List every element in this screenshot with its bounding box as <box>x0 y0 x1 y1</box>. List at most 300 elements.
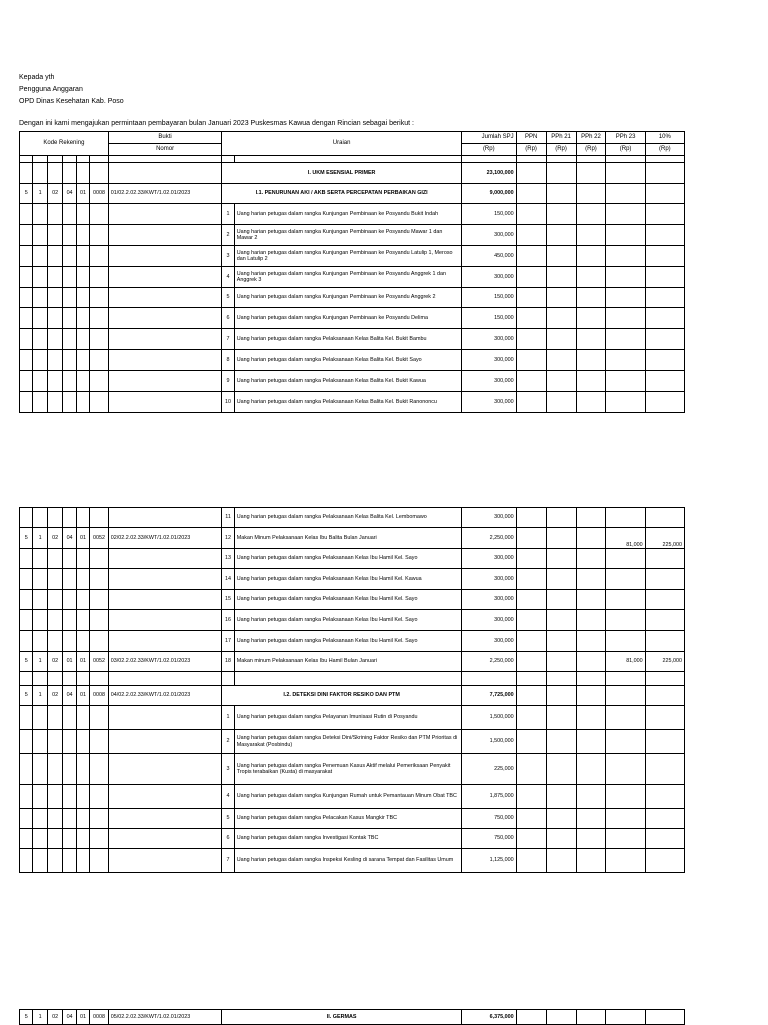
empty-cell <box>76 706 89 730</box>
ppn-cell <box>516 204 546 225</box>
empty-cell <box>76 549 89 569</box>
code-akun: 5 <box>20 686 33 706</box>
empty-cell <box>108 288 222 308</box>
item-description: Uang harian petugas dalam rangka Kunjungan Pembinaan ke Posyandu Bukit Indah <box>234 204 461 225</box>
empty-cell <box>90 371 109 392</box>
empty-cell <box>33 508 47 528</box>
pph22-cell <box>576 288 606 308</box>
empty-cell <box>90 225 109 246</box>
empty-cell <box>63 246 76 267</box>
jumlah-spj-value: 300,000 <box>461 590 516 610</box>
spj-table-page3 <box>19 1009 685 1025</box>
ppn-cell <box>516 156 546 163</box>
code-akun: 5 <box>20 1010 33 1025</box>
empty-cell <box>33 225 47 246</box>
percent-cell <box>645 706 684 730</box>
jumlah-spj-value: 7,725,000 <box>461 686 516 706</box>
empty-cell <box>108 163 222 184</box>
header-pph23: PPh 23 <box>606 132 645 144</box>
empty-cell <box>90 246 109 267</box>
pph22-cell <box>576 163 606 184</box>
pph21-cell <box>546 686 576 706</box>
pph23-cell <box>606 631 645 652</box>
pph23-cell <box>606 392 645 413</box>
code-sub-rincian: 0008 <box>90 184 109 204</box>
pph22-cell <box>576 686 606 706</box>
jumlah-spj-value: 300,000 <box>461 549 516 569</box>
empty-cell <box>47 371 62 392</box>
table-row <box>20 549 685 569</box>
empty-cell <box>108 371 222 392</box>
pph22-cell <box>576 849 606 873</box>
pph22-cell <box>576 754 606 785</box>
pph23-cell <box>606 225 645 246</box>
empty-cell <box>63 569 76 590</box>
pph21-cell <box>546 590 576 610</box>
pph22-cell <box>576 672 606 686</box>
empty-cell <box>63 392 76 413</box>
empty-cell <box>90 849 109 873</box>
pph22-cell <box>576 308 606 329</box>
code-objek: 04 <box>63 686 76 706</box>
addressee-line: Kepada yth <box>19 74 55 81</box>
code-sub-rincian: 0008 <box>90 1010 109 1025</box>
empty-cell <box>108 156 222 163</box>
empty-cell <box>47 350 62 371</box>
code-kelompok: 1 <box>33 528 47 549</box>
empty-cell <box>47 329 62 350</box>
pph23-cell <box>606 829 645 849</box>
empty-cell <box>90 590 109 610</box>
jumlah-spj-value: 2,250,000 <box>461 528 516 549</box>
empty-cell <box>76 225 89 246</box>
percent-cell <box>645 631 684 652</box>
item-description: I.2. DETEKSI DINI FAKTOR RESIKO DAN PTM <box>222 686 462 706</box>
item-number: 4 <box>222 785 234 809</box>
pph21-cell <box>546 809 576 829</box>
percent-value: 225,000 <box>645 528 684 549</box>
empty-cell <box>108 829 222 849</box>
header-rp: (Rp) <box>645 144 684 156</box>
item-description: Uang harian petugas dalam rangka Pelaksanaan Kelas Ibu Hamil Kel. Sayo <box>234 590 461 610</box>
table-row <box>20 508 685 528</box>
empty-cell <box>76 329 89 350</box>
pph23-cell <box>606 329 645 350</box>
empty-cell <box>108 631 222 652</box>
pph21-cell <box>546 829 576 849</box>
empty-cell <box>76 267 89 288</box>
jumlah-spj-value: 1,125,000 <box>461 849 516 873</box>
percent-cell <box>645 1010 684 1025</box>
item-number: 3 <box>222 246 234 267</box>
pph23-cell <box>606 308 645 329</box>
empty-cell <box>63 508 76 528</box>
empty-cell <box>47 246 62 267</box>
empty-cell <box>63 288 76 308</box>
percent-cell <box>645 329 684 350</box>
code-rincian: 01 <box>76 184 89 204</box>
table-row <box>20 686 685 706</box>
empty-cell <box>47 163 62 184</box>
code-objek: 04 <box>63 1010 76 1025</box>
jumlah-spj-value: 300,000 <box>461 350 516 371</box>
item-number: 1 <box>222 706 234 730</box>
code-akun: 5 <box>20 652 33 672</box>
ppn-cell <box>516 652 546 672</box>
empty-cell <box>47 288 62 308</box>
code-rincian: 01 <box>76 1010 89 1025</box>
table-row <box>20 590 685 610</box>
code-kelompok: 1 <box>33 184 47 204</box>
item-number: 17 <box>222 631 234 652</box>
empty-cell <box>63 350 76 371</box>
empty-cell <box>76 156 89 163</box>
pph21-cell <box>546 610 576 631</box>
empty-cell <box>90 156 109 163</box>
empty-cell <box>234 672 461 686</box>
empty-cell <box>90 163 109 184</box>
empty-cell <box>63 590 76 610</box>
pph21-cell <box>546 225 576 246</box>
empty-cell <box>20 246 33 267</box>
ppn-cell <box>516 754 546 785</box>
table-row <box>20 156 685 163</box>
code-kelompok: 1 <box>33 652 47 672</box>
pph23-cell <box>606 686 645 706</box>
item-description: Uang harian petugas dalam rangka Pelaksanaan Kelas Ibu Hamil Kel. Sayo <box>234 549 461 569</box>
pph21-cell <box>546 528 576 549</box>
empty-cell <box>20 754 33 785</box>
code-sub-rincian: 0052 <box>90 528 109 549</box>
spj-table-page2 <box>19 507 685 873</box>
jumlah-spj-value: 6,375,000 <box>461 1010 516 1025</box>
item-description: Uang harian petugas dalam rangka Pelaksanaan Kelas Balita Kel. Bukit Sayo <box>234 350 461 371</box>
table-row <box>20 809 685 829</box>
empty-cell <box>76 308 89 329</box>
pph22-cell <box>576 730 606 754</box>
pph22-cell <box>576 508 606 528</box>
jumlah-spj-value: 300,000 <box>461 329 516 350</box>
pph22-cell <box>576 225 606 246</box>
item-number: 1 <box>222 204 234 225</box>
ppn-cell <box>516 610 546 631</box>
jumlah-spj-value: 150,000 <box>461 204 516 225</box>
empty-cell <box>47 672 62 686</box>
percent-cell <box>645 686 684 706</box>
table-row <box>20 371 685 392</box>
empty-cell <box>47 730 62 754</box>
jumlah-spj-value: 23,100,000 <box>461 163 516 184</box>
empty-cell <box>90 610 109 631</box>
pph22-cell <box>576 528 606 549</box>
item-number: 6 <box>222 308 234 329</box>
empty-cell <box>33 204 47 225</box>
empty-cell <box>63 672 76 686</box>
empty-cell <box>108 508 222 528</box>
table-row <box>20 288 685 308</box>
empty-cell <box>108 204 222 225</box>
item-number: 11 <box>222 508 234 528</box>
ppn-cell <box>516 163 546 184</box>
percent-value: 225,000 <box>645 652 684 672</box>
empty-cell <box>76 829 89 849</box>
pph22-cell <box>576 184 606 204</box>
pph22-cell <box>576 246 606 267</box>
item-number: 2 <box>222 730 234 754</box>
bukti-nomor: 01/02.2.02.33/KWT/1.02.01/2023 <box>108 184 222 204</box>
code-jenis: 02 <box>47 528 62 549</box>
pph23-cell <box>606 809 645 829</box>
code-jenis: 02 <box>47 184 62 204</box>
empty-cell <box>76 672 89 686</box>
code-objek: 01 <box>63 652 76 672</box>
empty-cell <box>47 849 62 873</box>
percent-cell <box>645 308 684 329</box>
empty-cell <box>63 204 76 225</box>
item-number: 10 <box>222 392 234 413</box>
item-description: Uang harian petugas dalam rangka Kunjungan Pembinaan ke Posyandu Delima <box>234 308 461 329</box>
empty-cell <box>90 706 109 730</box>
jumlah-spj-value: 1,875,000 <box>461 785 516 809</box>
empty-cell <box>20 350 33 371</box>
header-bukti: Bukti <box>108 132 222 144</box>
pph22-cell <box>576 706 606 730</box>
pph22-cell <box>576 1010 606 1025</box>
pph22-cell <box>576 631 606 652</box>
item-number: 5 <box>222 288 234 308</box>
bukti-nomor: 02/02.2.02.33/KWT/1.02.01/2023 <box>108 528 222 549</box>
code-objek: 04 <box>63 184 76 204</box>
empty-cell <box>20 706 33 730</box>
jumlah-spj-value: 300,000 <box>461 508 516 528</box>
pph22-cell <box>576 652 606 672</box>
pph23-value: 81,000 <box>606 528 645 549</box>
spj-table-page1 <box>19 131 685 413</box>
empty-cell <box>33 730 47 754</box>
empty-cell <box>63 849 76 873</box>
empty-cell <box>76 392 89 413</box>
empty-cell <box>90 392 109 413</box>
empty-cell <box>33 549 47 569</box>
percent-cell <box>645 829 684 849</box>
empty-cell <box>20 392 33 413</box>
item-description: Uang harian petugas dalam rangka Kunjungan Pembinaan ke Posyandu Anggrek 1 dan Anggrek 3 <box>234 267 461 288</box>
empty-cell <box>63 730 76 754</box>
item-number: 18 <box>222 652 234 672</box>
pph23-cell <box>606 267 645 288</box>
empty-cell <box>90 672 109 686</box>
pph23-cell <box>606 204 645 225</box>
percent-cell <box>645 508 684 528</box>
ppn-cell <box>516 392 546 413</box>
item-number: 14 <box>222 569 234 590</box>
jumlah-spj-value: 300,000 <box>461 631 516 652</box>
ppn-cell <box>516 706 546 730</box>
empty-cell <box>461 156 516 163</box>
jumlah-spj-value: 300,000 <box>461 371 516 392</box>
item-number: 7 <box>222 329 234 350</box>
pph22-cell <box>576 204 606 225</box>
jumlah-spj-value: 300,000 <box>461 610 516 631</box>
empty-cell <box>20 156 33 163</box>
pph22-cell <box>576 371 606 392</box>
pph23-cell <box>606 785 645 809</box>
empty-cell <box>47 785 62 809</box>
empty-cell <box>90 508 109 528</box>
header-kode-rekening: Kode Rekening <box>20 132 109 156</box>
empty-cell <box>47 706 62 730</box>
item-description: Makan Minum Pelaksanaan Kelas Ibu Balita Bulan Januari <box>234 528 461 549</box>
item-number: 3 <box>222 754 234 785</box>
percent-cell <box>645 267 684 288</box>
code-sub-rincian: 0052 <box>90 652 109 672</box>
empty-cell <box>33 706 47 730</box>
pph23-cell <box>606 350 645 371</box>
pph22-cell <box>576 549 606 569</box>
jumlah-spj-value: 750,000 <box>461 829 516 849</box>
empty-cell <box>20 672 33 686</box>
jumlah-spj-value: 1,500,000 <box>461 706 516 730</box>
table-row <box>20 1010 685 1025</box>
pph22-cell <box>576 785 606 809</box>
percent-cell <box>645 225 684 246</box>
empty-cell <box>76 730 89 754</box>
pph23-cell <box>606 610 645 631</box>
empty-cell <box>33 785 47 809</box>
code-jenis: 02 <box>47 652 62 672</box>
table-row <box>20 350 685 371</box>
ppn-cell <box>516 631 546 652</box>
empty-cell <box>20 508 33 528</box>
item-number: 5 <box>222 809 234 829</box>
empty-cell <box>20 225 33 246</box>
empty-cell <box>20 329 33 350</box>
empty-cell <box>47 631 62 652</box>
empty-cell <box>47 590 62 610</box>
item-number: 13 <box>222 549 234 569</box>
pph23-cell <box>606 730 645 754</box>
empty-cell <box>108 329 222 350</box>
percent-cell <box>645 549 684 569</box>
percent-cell <box>645 246 684 267</box>
code-rincian: 01 <box>76 686 89 706</box>
table-row <box>20 631 685 652</box>
table-row <box>20 308 685 329</box>
item-description: Uang harian petugas dalam rangka Kunjungan Pembinaan ke Posyandu Mawar 1 dan Mawar 2 <box>234 225 461 246</box>
ppn-cell <box>516 288 546 308</box>
table-row <box>20 267 685 288</box>
empty-cell <box>33 754 47 785</box>
empty-cell <box>90 549 109 569</box>
item-description: Uang harian petugas dalam rangka Pelaksanaan Kelas Ibu Hamil Kel. Sayo <box>234 610 461 631</box>
percent-cell <box>645 610 684 631</box>
item-description: Uang harian petugas dalam rangka Pelaksanaan Kelas Ibu Hamil Kel. Kawua <box>234 569 461 590</box>
empty-cell <box>33 288 47 308</box>
empty-cell <box>63 267 76 288</box>
empty-cell <box>20 163 33 184</box>
empty-cell <box>47 569 62 590</box>
pph22-cell <box>576 590 606 610</box>
header-rp: (Rp) <box>546 144 576 156</box>
item-description: Uang harian petugas dalam rangka Investigasi Kontak TBC <box>234 829 461 849</box>
pph21-cell <box>546 392 576 413</box>
empty-cell <box>20 308 33 329</box>
empty-cell <box>461 672 516 686</box>
empty-cell <box>108 267 222 288</box>
pph23-cell <box>606 163 645 184</box>
empty-cell <box>33 246 47 267</box>
empty-cell <box>47 610 62 631</box>
empty-cell <box>20 288 33 308</box>
item-description: Uang harian petugas dalam rangka Pelaksanaan Kelas Ibu Hamil Kel. Sayo <box>234 631 461 652</box>
jumlah-spj-value: 150,000 <box>461 308 516 329</box>
empty-cell <box>90 329 109 350</box>
pph23-cell <box>606 672 645 686</box>
empty-cell <box>33 350 47 371</box>
empty-cell <box>33 809 47 829</box>
header-percent: 10% <box>645 132 684 144</box>
pph23-cell <box>606 754 645 785</box>
empty-cell <box>76 508 89 528</box>
header-jumlah-spj: Jumlah SPJ <box>461 132 516 144</box>
table-row <box>20 706 685 730</box>
header-uraian: Uraian <box>222 132 462 156</box>
empty-cell <box>90 631 109 652</box>
empty-cell <box>76 569 89 590</box>
header-ppn: PPN <box>516 132 546 144</box>
pph23-value: 81,000 <box>606 652 645 672</box>
jumlah-spj-value: 300,000 <box>461 569 516 590</box>
empty-cell <box>33 392 47 413</box>
empty-cell <box>63 549 76 569</box>
empty-cell <box>234 156 461 163</box>
jumlah-spj-value: 150,000 <box>461 288 516 308</box>
percent-cell <box>645 204 684 225</box>
ppn-cell <box>516 267 546 288</box>
table-row <box>20 204 685 225</box>
empty-cell <box>76 754 89 785</box>
empty-cell <box>20 631 33 652</box>
percent-cell <box>645 156 684 163</box>
empty-cell <box>47 204 62 225</box>
item-description: Makan minum Pelaksanaan Kelas Ibu Hamil Bulan Januari <box>234 652 461 672</box>
empty-cell <box>47 549 62 569</box>
item-description: Uang harian petugas dalam rangka Kunjungan Pembinaan ke Posyandu Anggrek 2 <box>234 288 461 308</box>
jumlah-spj-value: 450,000 <box>461 246 516 267</box>
empty-cell <box>90 308 109 329</box>
pph22-cell <box>576 329 606 350</box>
ppn-cell <box>516 809 546 829</box>
table-row <box>20 163 685 184</box>
empty-cell <box>63 610 76 631</box>
percent-cell <box>645 350 684 371</box>
jumlah-spj-value: 300,000 <box>461 392 516 413</box>
pph21-cell <box>546 631 576 652</box>
table-row <box>20 785 685 809</box>
percent-cell <box>645 809 684 829</box>
empty-cell <box>108 754 222 785</box>
ppn-cell <box>516 672 546 686</box>
empty-cell <box>63 706 76 730</box>
empty-cell <box>33 829 47 849</box>
empty-cell <box>20 549 33 569</box>
empty-cell <box>47 829 62 849</box>
item-description: Uang harian petugas dalam rangka Kunjungan Pembinaan ke Posyandu Latulip 1, Meroso dan Latulip 2 <box>234 246 461 267</box>
percent-cell <box>645 730 684 754</box>
ppn-cell <box>516 350 546 371</box>
percent-cell <box>645 569 684 590</box>
empty-cell <box>76 785 89 809</box>
